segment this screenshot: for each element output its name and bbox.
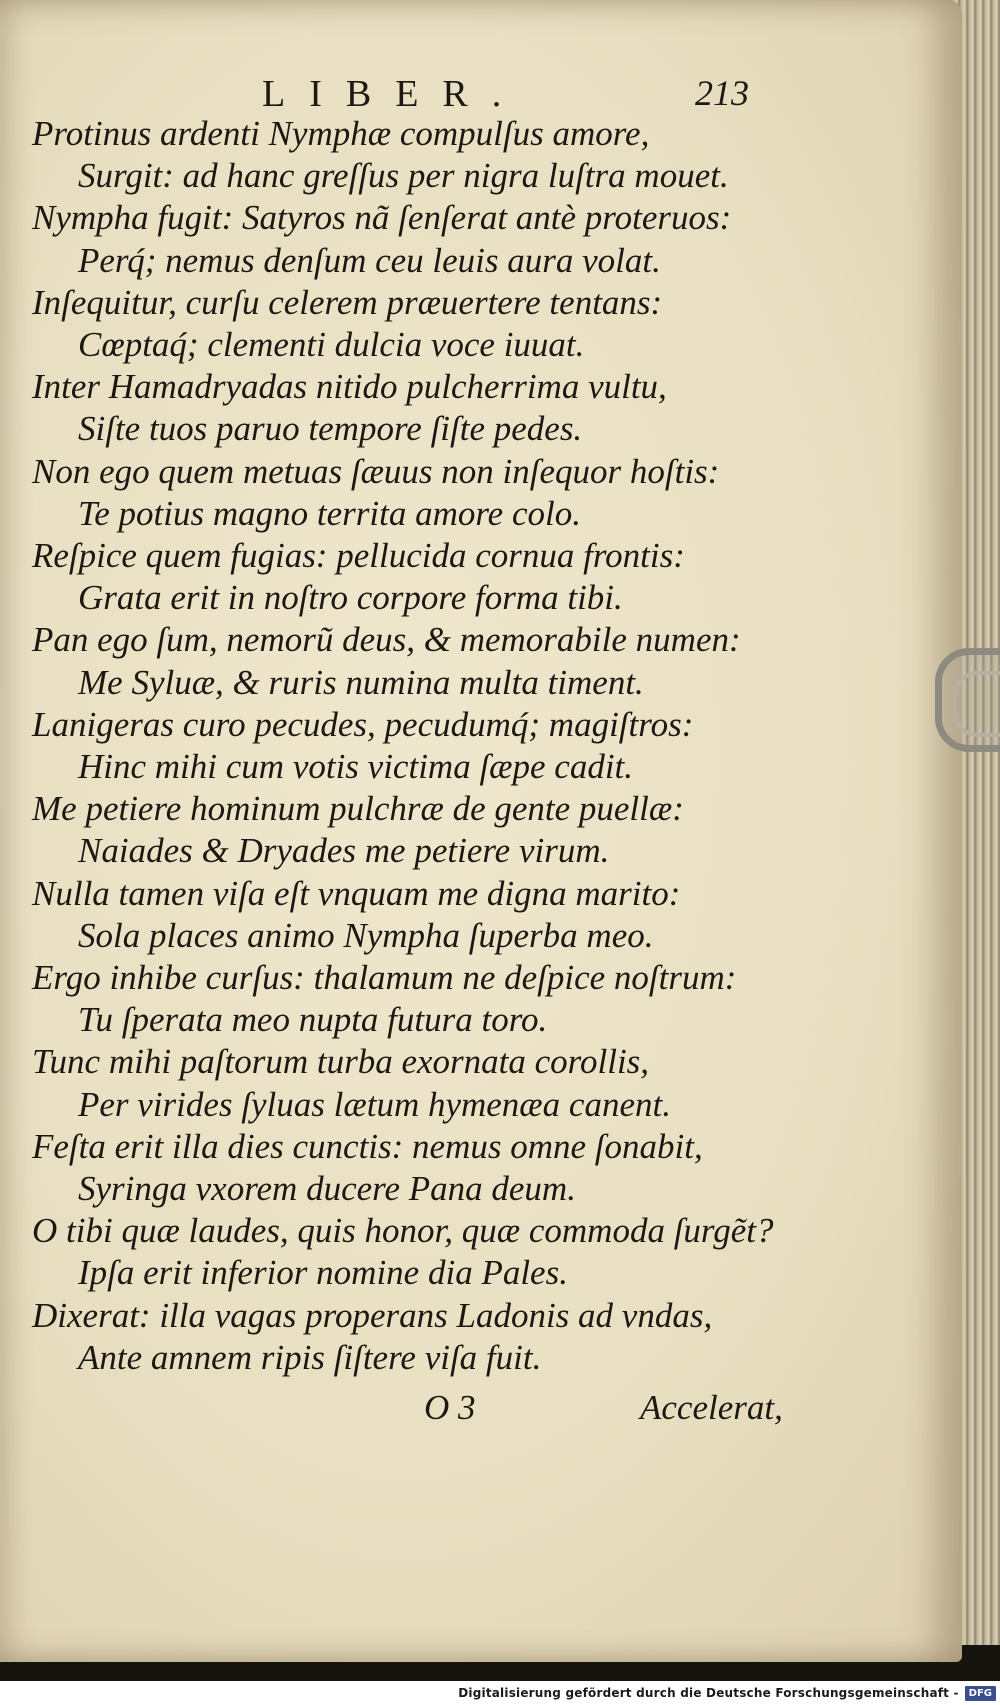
dfg-logo-icon: DFG — [965, 1686, 996, 1701]
credit-bar — [0, 1681, 1000, 1705]
verse-line: Nympha fugit: Satyros nã ſenſerat antè proteruos: — [32, 198, 732, 238]
verse-line: Ipſa erit inferior nomine dia Pales. — [78, 1253, 568, 1293]
verse-line: Lanigeras curo pecudes, pecudumq́; magiſtros: — [32, 704, 694, 744]
credit-text: Digitalisierung gefördert durch die Deutsche Forschungsgemeinschaft - — [458, 1686, 959, 1700]
verse-line: Dixerat: illa vagas properans Ladonis ad vndas, — [32, 1295, 713, 1335]
verse-line: Hinc mihi cum votis victima ſæpe cadit. — [78, 747, 634, 786]
signature-mark: O 3 — [424, 1388, 476, 1427]
verse-line: Perq́; nemus denſum ceu leuis aura volat. — [78, 240, 661, 280]
verse-line: Me Syluæ, & ruris numina multa timent. — [78, 662, 644, 702]
verse-line: Me petiere hominum pulchræ de gente puellæ: — [32, 789, 684, 829]
page-number: 213 — [695, 73, 749, 113]
verse-line: Surgit: ad hanc greſſus per nigra luſtra mouet. — [78, 156, 729, 196]
verse-line: Nulla tamen viſa eſt vnquam me digna marito: — [32, 873, 681, 913]
verse-line: Cœptaq́; clementi dulcia voce iuuat. — [78, 325, 585, 364]
verse-line: Inter Hamadryadas nitido pulcherrima vultu, — [32, 367, 667, 407]
verse-line: Naiades & Dryades me petiere virum. — [78, 831, 610, 871]
verse-line: Feſta erit illa dies cunctis: nemus omne ſonabit, — [32, 1126, 703, 1166]
verse-line: Siſte tuos paruo tempore ſiſte pedes. — [78, 409, 583, 449]
verse-line: Tunc mihi paſtorum turba exornata corollis, — [32, 1042, 650, 1082]
verse-line: Non ego quem metuas ſæuus non inſequor hoſtis: — [32, 451, 720, 491]
verse-line: Per virides ſyluas lætum hymenæa canent. — [78, 1084, 671, 1124]
verse-line: Te potius magno territa amore colo. — [78, 493, 581, 533]
verse-line: Sola places animo Nympha ſuperba meo. — [78, 915, 654, 955]
running-head: LIBER. — [262, 73, 526, 115]
verse-line: Reſpice quem fugias: pellucida cornua frontis: — [32, 536, 685, 575]
verse-line: Grata erit in noſtro corpore forma tibi. — [78, 578, 623, 618]
verse-line: Tu ſperata meo nupta futura toro. — [78, 1000, 548, 1040]
page-clip — [935, 648, 1000, 752]
verse-line: Inſequitur, curſu celerem præuertere tentans: — [32, 282, 663, 322]
catchword: Accelerat, — [640, 1388, 783, 1427]
verse-line: Ante amnem ripis ſiſtere viſa fuit. — [78, 1337, 542, 1377]
verse-line: O tibi quæ laudes, quis honor, quæ commoda ſurgẽt? — [32, 1211, 774, 1251]
verse-line: Syringa vxorem ducere Pana deum. — [78, 1169, 576, 1208]
verse-line: Pan ego ſum, nemorũ deus, & memorabile numen: — [32, 620, 741, 660]
verse-line: Protinus ardenti Nymphæ compulſus amore, — [32, 114, 650, 153]
verse-line: Ergo inhibe curſus: thalamum ne deſpice noſtrum: — [32, 958, 737, 997]
